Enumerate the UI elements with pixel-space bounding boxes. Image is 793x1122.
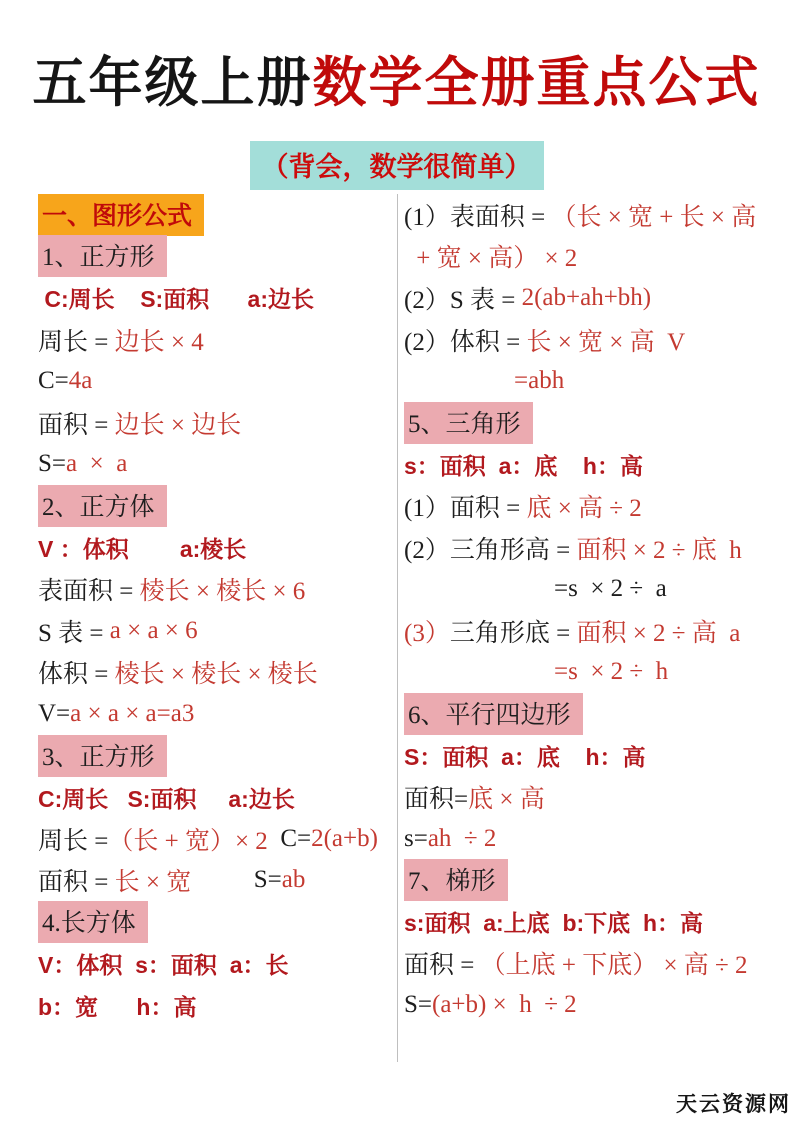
formula-line bbox=[404, 485, 786, 527]
formula-line bbox=[404, 652, 786, 694]
text-segment: 棱长 × 棱长 × 6 bbox=[139, 578, 306, 606]
heading-highlight bbox=[38, 485, 167, 527]
text-segment: 周长 = bbox=[38, 328, 115, 356]
text-segment: 6、平行四边形 bbox=[408, 701, 571, 729]
subsection-heading bbox=[404, 693, 786, 735]
formula-line bbox=[38, 652, 390, 694]
section-heading bbox=[38, 194, 390, 236]
text-segment: 面积 × 2 ÷ 高 a bbox=[576, 619, 741, 647]
formula-line bbox=[404, 277, 786, 319]
page-title bbox=[0, 40, 793, 117]
text-segment: 表面积 = bbox=[38, 578, 140, 606]
text-segment: =abh bbox=[514, 367, 565, 395]
formula-line bbox=[38, 402, 390, 444]
text-segment: 1、正方形 bbox=[42, 244, 155, 272]
text-segment: V ：体积 a:棱长 bbox=[38, 536, 247, 563]
text-segment: s：面积 a：底 h：高 bbox=[404, 452, 643, 479]
text-segment: C= bbox=[38, 367, 69, 395]
text-segment: S= bbox=[38, 450, 67, 478]
text-segment: C:周长 S:面积 a:边长 bbox=[38, 286, 315, 313]
heading-highlight bbox=[38, 235, 167, 277]
text-segment: (2）三角形高 = bbox=[404, 536, 577, 564]
text-segment: a × a × 6 bbox=[109, 616, 198, 644]
variable-legend bbox=[38, 277, 390, 319]
text-segment: 一、图形公式 bbox=[42, 201, 193, 230]
formula-line bbox=[404, 984, 786, 1026]
left-column bbox=[38, 194, 390, 1026]
text-segment: s= bbox=[404, 824, 428, 852]
formula-line bbox=[38, 860, 390, 902]
text-segment: 2(ab+ah+bh) bbox=[521, 283, 652, 311]
formula-line bbox=[404, 943, 786, 985]
variable-legend bbox=[38, 943, 390, 985]
variable-legend bbox=[404, 901, 786, 943]
formula-line bbox=[404, 568, 786, 610]
text-segment: (a+b) × h ÷ 2 bbox=[432, 991, 577, 1019]
text-segment: 边长 × 边长 bbox=[114, 411, 242, 439]
subsection-heading bbox=[38, 735, 390, 777]
text-segment: 面积 = bbox=[38, 411, 115, 439]
heading-highlight bbox=[38, 735, 167, 777]
text-segment: 面积 = bbox=[404, 952, 481, 980]
heading-highlight bbox=[38, 901, 148, 943]
heading-highlight bbox=[38, 194, 204, 236]
text-segment: 2(a+b) bbox=[311, 824, 378, 852]
text-segment: s:面积 a:上底 b:下底 h：高 bbox=[404, 910, 703, 937]
watermark: 天云资源网 bbox=[676, 1093, 791, 1116]
variable-legend bbox=[404, 735, 786, 777]
text-segment: (2）体积 = bbox=[404, 328, 527, 356]
text-segment: 体积 = bbox=[38, 661, 115, 689]
text-segment: a × a × a=a3 bbox=[70, 699, 195, 727]
right-column bbox=[404, 194, 786, 1026]
text-segment: 5、三角形 bbox=[408, 410, 521, 438]
text-segment: 3、正方形 bbox=[42, 743, 155, 771]
text-segment: (2）S 表 = bbox=[404, 286, 522, 314]
formula-line bbox=[38, 319, 390, 361]
text-segment: 4a bbox=[68, 367, 93, 395]
text-segment: ah ÷ 2 bbox=[427, 824, 497, 852]
subsection-heading bbox=[404, 860, 786, 902]
text-segment: =s × 2 ÷ a bbox=[554, 575, 667, 603]
variable-legend bbox=[38, 776, 390, 818]
formula-line bbox=[38, 568, 390, 610]
page-title-red-part: 数学全册重点公式 bbox=[312, 53, 761, 113]
variable-legend bbox=[38, 527, 390, 569]
formula-line bbox=[404, 194, 786, 236]
text-segment: ab bbox=[281, 866, 306, 894]
text-segment: (3） bbox=[404, 619, 450, 647]
text-segment: C:周长 S:面积 a:边长 bbox=[38, 785, 295, 812]
text-segment: b：宽 h：高 bbox=[38, 993, 197, 1020]
subtitle-badge: （背会，数学很简单） bbox=[250, 141, 544, 190]
text-segment: V= bbox=[38, 699, 71, 727]
variable-legend bbox=[404, 444, 786, 486]
text-segment: (1）面积 = bbox=[404, 494, 527, 522]
text-segment: 底 × 高 ÷ 2 bbox=[526, 494, 642, 522]
text-segment: 面积= bbox=[404, 786, 469, 814]
text-segment: S：面积 a：底 h：高 bbox=[404, 744, 646, 771]
variable-legend bbox=[38, 984, 390, 1026]
text-segment: S 表 = bbox=[38, 619, 110, 647]
subsection-heading bbox=[38, 901, 390, 943]
heading-highlight bbox=[404, 859, 508, 901]
formula-line bbox=[404, 360, 786, 402]
heading-highlight bbox=[404, 693, 583, 735]
text-segment: 棱长 × 棱长 × 棱长 bbox=[114, 661, 318, 689]
formula-line bbox=[38, 818, 390, 860]
formula-line bbox=[38, 360, 390, 402]
heading-highlight bbox=[404, 402, 533, 444]
subsection-heading bbox=[38, 485, 390, 527]
formula-line bbox=[404, 319, 786, 361]
text-segment: 边长 × 4 bbox=[114, 328, 204, 356]
text-segment: （上底 + 下底） × 高 ÷ 2 bbox=[480, 952, 748, 980]
text-segment: 周长 = bbox=[38, 827, 109, 855]
text-segment: 7、梯形 bbox=[408, 868, 496, 896]
text-segment: 三角形底 = bbox=[449, 619, 577, 647]
formula-line bbox=[404, 776, 786, 818]
text-segment: C= bbox=[267, 824, 312, 852]
formula-line bbox=[404, 236, 786, 278]
text-segment: 4.长方体 bbox=[42, 909, 136, 937]
formula-line bbox=[404, 527, 786, 569]
column-divider bbox=[397, 194, 398, 1062]
formula-line bbox=[404, 610, 786, 652]
text-segment: S= bbox=[404, 991, 433, 1019]
text-segment: (1）表面积 = bbox=[404, 203, 552, 231]
text-segment: 底 × 高 bbox=[468, 786, 545, 814]
formula-line bbox=[404, 818, 786, 860]
formula-line bbox=[38, 610, 390, 652]
text-segment: V：体积 s：面积 a：长 bbox=[38, 951, 289, 978]
text-segment: a × a bbox=[66, 450, 128, 478]
text-segment: 长 × 宽 bbox=[114, 869, 192, 897]
text-segment: + 宽 × 高） × 2 bbox=[410, 245, 578, 273]
text-segment: 面积 = bbox=[38, 869, 115, 897]
subsection-heading bbox=[38, 236, 390, 278]
formula-line bbox=[38, 444, 390, 486]
text-segment: （长 + 宽）× 2 bbox=[108, 827, 268, 855]
formula-line bbox=[38, 693, 390, 735]
subsection-heading bbox=[404, 402, 786, 444]
text-segment: 长 × 宽 × 高 V bbox=[526, 328, 686, 356]
page-title-black-part: 五年级上册 bbox=[32, 53, 313, 113]
text-segment: 面积 × 2 ÷ 底 h bbox=[576, 536, 742, 564]
text-segment: S= bbox=[191, 866, 282, 894]
text-segment: （长 × 宽 + 长 × 高 bbox=[551, 203, 757, 231]
text-segment: 2、正方体 bbox=[42, 493, 155, 521]
text-segment: =s × 2 ÷ h bbox=[554, 658, 669, 686]
